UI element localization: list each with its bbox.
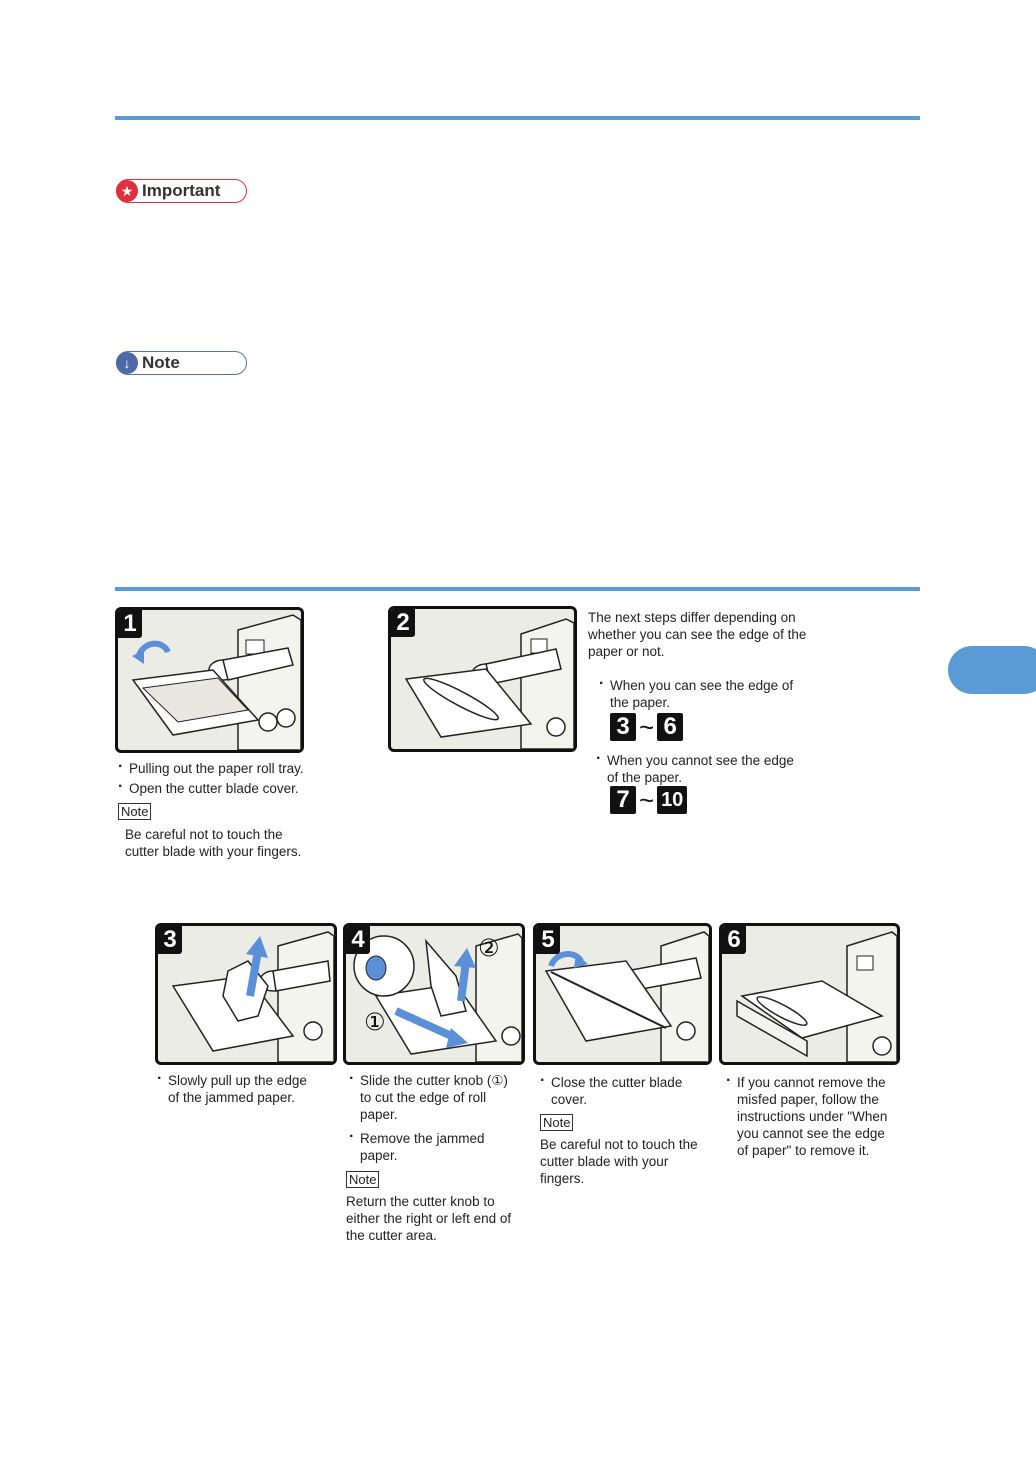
intro-line: The next steps differ depending on bbox=[588, 610, 796, 625]
step-3-line: · Slowly pull up the edge bbox=[157, 1072, 337, 1089]
step-ref-from: 3 bbox=[610, 713, 636, 741]
section-rule bbox=[115, 587, 920, 591]
note-badge bbox=[116, 351, 247, 375]
step-4-note-label: Note bbox=[346, 1171, 379, 1188]
step-3-text bbox=[157, 1072, 337, 1106]
step-4-line: to cut the edge of roll bbox=[360, 1090, 487, 1105]
chapter-tab bbox=[948, 646, 1036, 694]
step-1-note-line: Be careful not to touch the bbox=[125, 827, 283, 842]
branch-1 bbox=[599, 677, 819, 711]
step-1-bullet: · Open the cutter blade cover. bbox=[118, 780, 338, 797]
step-4-note-line: the cutter area. bbox=[346, 1228, 437, 1243]
intro-line: whether you can see the edge of the bbox=[588, 627, 807, 642]
step-ref-from: 7 bbox=[610, 786, 636, 814]
header-rule bbox=[115, 116, 920, 120]
step-4-note-line: either the right or left end of bbox=[346, 1211, 512, 1226]
step-1-text bbox=[118, 760, 338, 860]
arrow-down-icon: ↓ bbox=[116, 352, 138, 374]
step-5-note-line: cutter blade with your bbox=[540, 1154, 669, 1169]
tray-closed-illustration bbox=[722, 926, 897, 1062]
star-icon: ★ bbox=[116, 180, 138, 202]
step-2-illustration bbox=[388, 606, 577, 752]
callout-1: ① bbox=[364, 1009, 386, 1036]
pull-paper-illustration bbox=[158, 926, 334, 1062]
step-1-note-label: Note bbox=[118, 803, 151, 820]
step-6-illustration bbox=[719, 923, 900, 1065]
step-4-text bbox=[349, 1072, 529, 1164]
step-number: 3 bbox=[158, 926, 182, 954]
branch-1-line: · When you can see the edge of bbox=[599, 677, 819, 694]
step-range-3-6 bbox=[610, 713, 683, 741]
step-number: 2 bbox=[391, 609, 415, 637]
tray-illustration bbox=[118, 610, 301, 750]
step-5-text bbox=[540, 1074, 720, 1187]
step-4-illustration bbox=[343, 923, 525, 1065]
step-5-line: · Close the cutter blade bbox=[540, 1074, 720, 1091]
branch-2 bbox=[596, 752, 816, 786]
close-cover-illustration bbox=[536, 926, 709, 1062]
branch-1-line: the paper. bbox=[610, 695, 671, 710]
important-badge bbox=[116, 179, 247, 203]
step-4-line: · Slide the cutter knob (①) bbox=[349, 1072, 529, 1089]
step-1-bullet: · Pulling out the paper roll tray. bbox=[118, 760, 338, 777]
range-tilde: ~ bbox=[639, 785, 655, 815]
step-4-line: · Remove the jammed bbox=[349, 1130, 529, 1147]
step-4-line: paper. bbox=[360, 1107, 398, 1122]
step-6-line: · If you cannot remove the bbox=[726, 1074, 916, 1091]
step-5-note-label: Note bbox=[540, 1114, 573, 1131]
step-3-illustration bbox=[155, 923, 337, 1065]
important-label: Important bbox=[142, 181, 221, 200]
branch-2-line: of the paper. bbox=[607, 770, 683, 785]
step-ref-to: 6 bbox=[657, 713, 683, 741]
step-5-note-line: fingers. bbox=[540, 1171, 585, 1186]
range-tilde: ~ bbox=[639, 712, 655, 742]
step-number: 5 bbox=[536, 926, 560, 954]
step-4-note bbox=[346, 1171, 531, 1244]
step-range-7-10 bbox=[610, 786, 687, 814]
callout-2: ② bbox=[478, 935, 500, 962]
tray-illustration bbox=[391, 609, 574, 749]
step-6-line: instructions under "When bbox=[737, 1109, 888, 1124]
step-number: 1 bbox=[118, 610, 142, 638]
intro-line: paper or not. bbox=[588, 644, 665, 659]
step-number: 6 bbox=[722, 926, 746, 954]
step-1-illustration bbox=[115, 607, 304, 753]
step-1-note-line: cutter blade with your fingers. bbox=[125, 844, 302, 859]
step-5-note-line: Be careful not to touch the bbox=[540, 1137, 698, 1152]
branch-2-line: · When you cannot see the edge bbox=[596, 752, 816, 769]
step-number: 4 bbox=[346, 926, 370, 954]
step-6-line: of paper" to remove it. bbox=[737, 1143, 870, 1158]
note-label: Note bbox=[142, 353, 180, 372]
step-6-line: you cannot see the edge bbox=[737, 1126, 885, 1141]
step-2-intro bbox=[588, 609, 828, 660]
step-4-note-line: Return the cutter knob to bbox=[346, 1194, 495, 1209]
step-5-line: cover. bbox=[551, 1092, 588, 1107]
step-4-line: paper. bbox=[360, 1148, 398, 1163]
step-ref-to: 10 bbox=[657, 786, 687, 814]
step-6-line: misfed paper, follow the bbox=[737, 1092, 879, 1107]
step-3-line: of the jammed paper. bbox=[168, 1090, 295, 1105]
step-5-illustration bbox=[533, 923, 712, 1065]
step-6-text bbox=[726, 1074, 916, 1159]
